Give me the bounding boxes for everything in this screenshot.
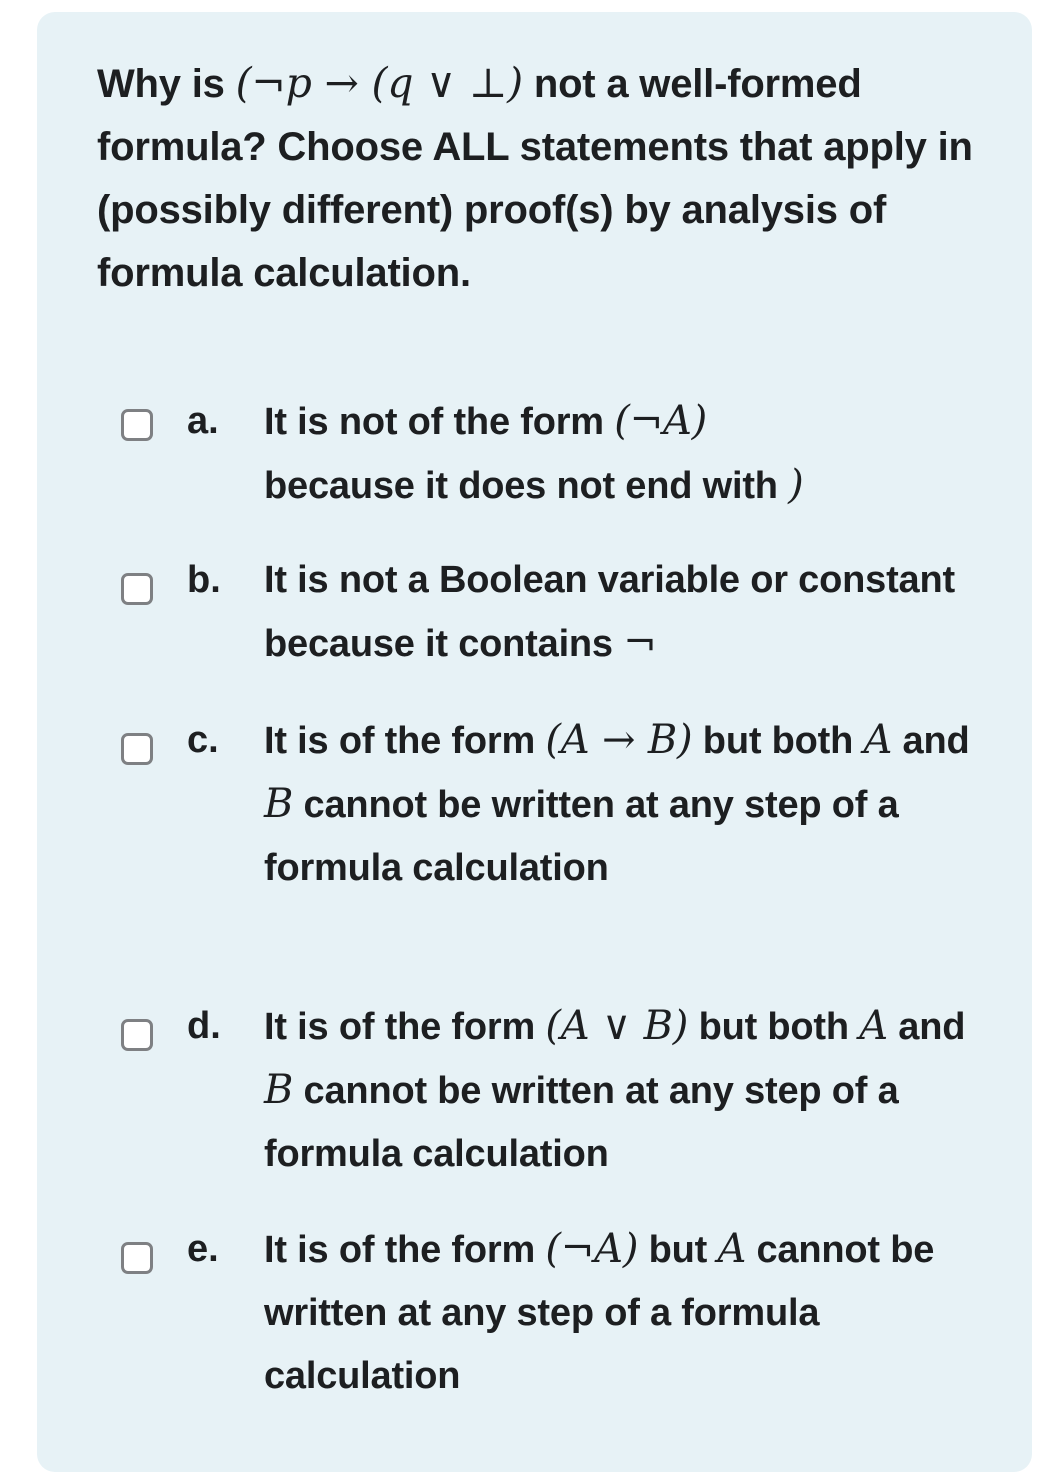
question-suffix: not a well-formed formula? Choose ALL statements that apply in (possibly different) proof(s) by analysis of formula calculation. [97, 62, 973, 295]
option-d-var-b: B [264, 1067, 294, 1113]
option-d-text-3: and [887, 1006, 966, 1048]
option-c-text-2: but both [692, 720, 864, 762]
option-d-text [264, 995, 984, 1186]
question-text [97, 52, 997, 305]
option-c-text-3: and [892, 720, 970, 762]
option-d-formula: (A ∨ B) [545, 1003, 689, 1049]
option-e-text-1: It is of the form [264, 1229, 546, 1271]
option-c-var-b: B [264, 781, 294, 827]
option-e-letter: e. [187, 1228, 219, 1270]
option-d-checkbox[interactable] [121, 1019, 153, 1051]
option-b-text [264, 549, 994, 676]
option-b-text-1: It is not a Boolean variable or constant because it contains [264, 559, 955, 665]
option-a-paren: ) [788, 462, 804, 508]
option-c-formula: (A → B) [545, 717, 693, 763]
question-prefix: Why is [97, 62, 236, 106]
option-e-checkbox[interactable] [121, 1242, 153, 1274]
option-a-text-1: It is not of the form [264, 401, 615, 443]
option-b-symbol: ¬ [623, 620, 657, 666]
option-c-checkbox[interactable] [121, 733, 153, 765]
option-a-formula: (¬A) [614, 398, 708, 444]
option-e-formula: (¬A) [545, 1226, 639, 1272]
question-formula: (¬p → (q ∨ ⊥) [235, 59, 523, 107]
option-d-letter: d. [187, 1005, 221, 1047]
option-c-text [264, 709, 994, 900]
option-c-letter: c. [187, 719, 219, 761]
option-a-letter: a. [187, 400, 219, 442]
option-a-checkbox[interactable] [121, 409, 153, 441]
option-e-var-a: A [717, 1226, 747, 1272]
option-a-text-2: because it does not end with [264, 465, 789, 507]
option-d-text-4: cannot be written at any step of a formula calculation [264, 1070, 899, 1175]
option-a-text [264, 390, 994, 518]
option-c-text-4: cannot be written at any step of a formula calculation [264, 784, 899, 889]
option-e-text-3: cannot be written at any step of a formula calculation [264, 1229, 935, 1397]
option-e-text [264, 1218, 984, 1408]
question-card [37, 12, 1032, 1472]
option-c-var-a: A [863, 717, 893, 763]
option-e-text-2: but [638, 1229, 718, 1271]
option-c-text-1: It is of the form [264, 720, 546, 762]
option-d-text-2: but both [688, 1006, 860, 1048]
option-b-letter: b. [187, 559, 221, 601]
option-d-var-a: A [859, 1003, 888, 1049]
option-b-checkbox[interactable] [121, 573, 153, 605]
option-d-text-1: It is of the form [264, 1006, 546, 1048]
